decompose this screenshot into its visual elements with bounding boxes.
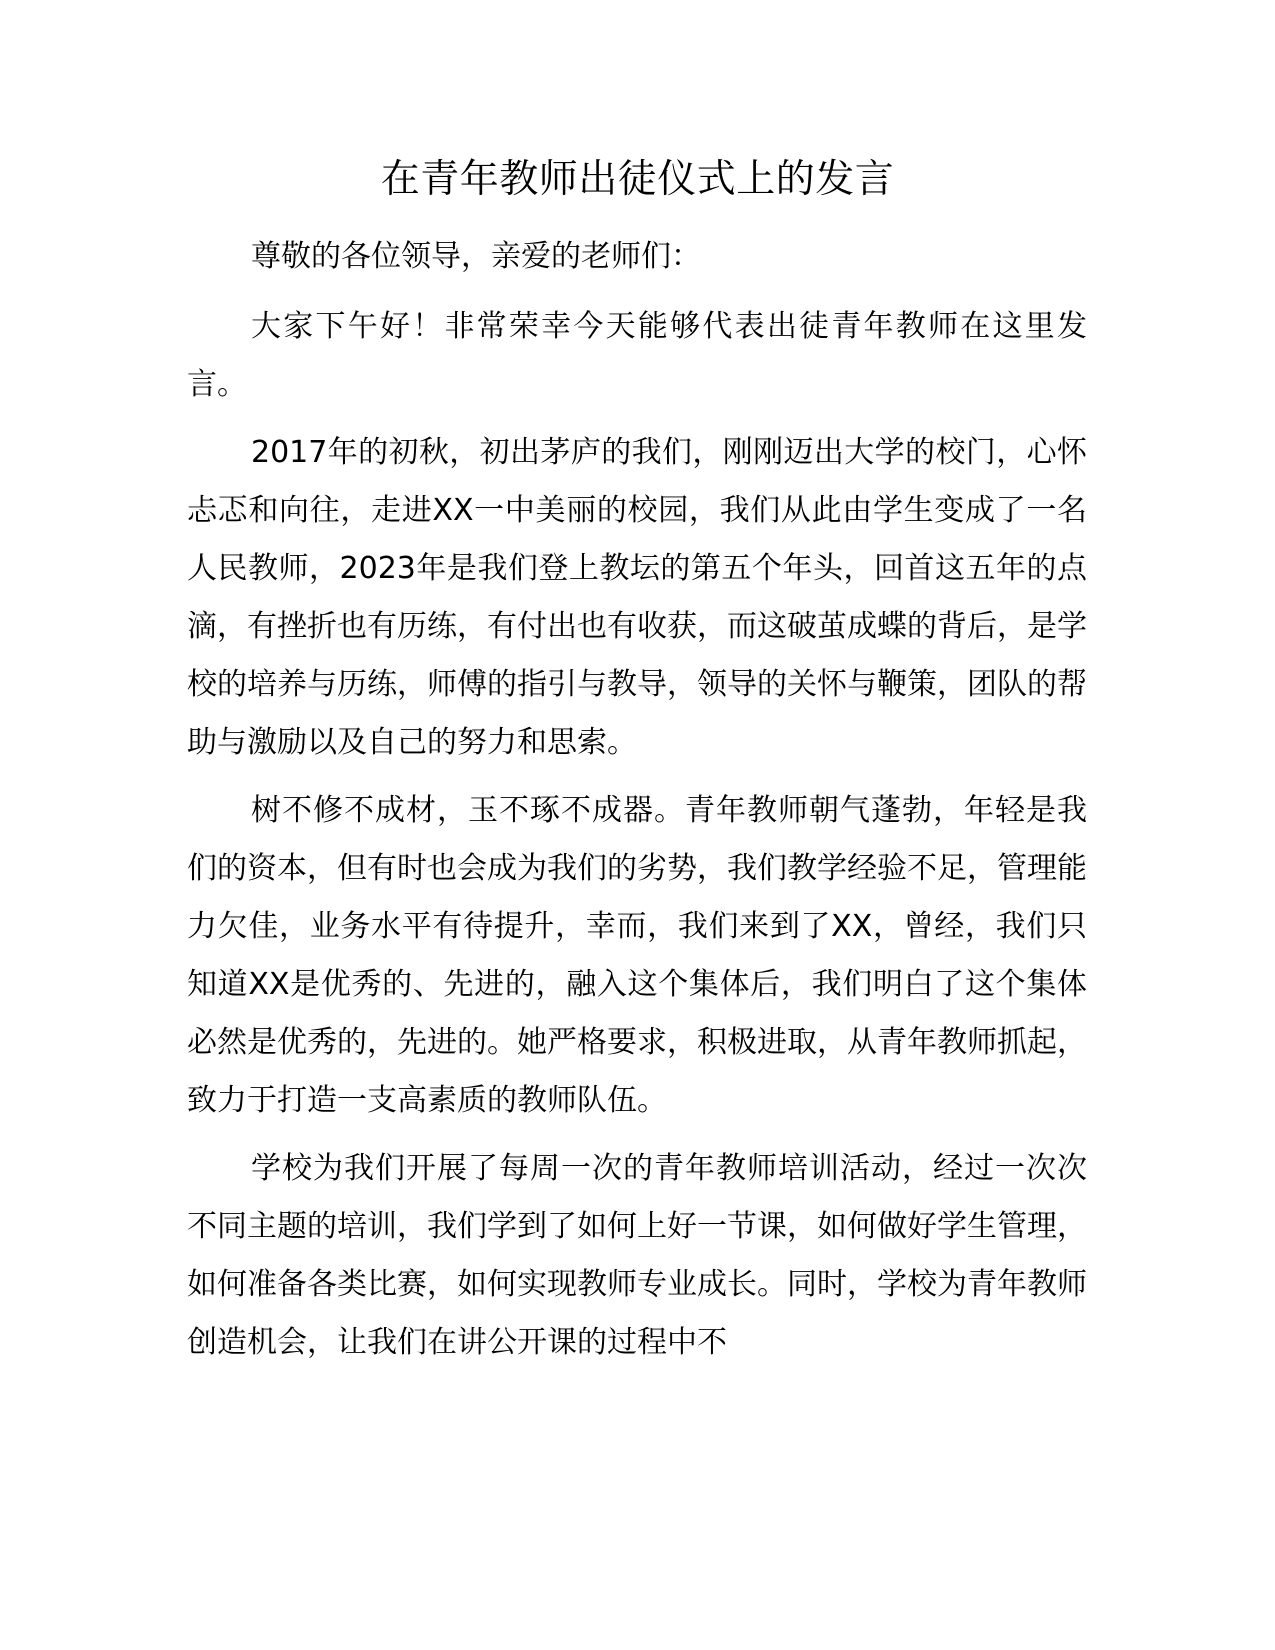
training-paragraph: 学校为我们开展了每周一次的青年教师培训活动，经过一次次不同主题的培训，我们学到了如何上好一节课，如何做好学生管理，如何准备各类比赛，如何实现教师专业成长。同时，学校为青年教师创造机会，让我们在讲公开课的过程中不	[187, 1151, 1087, 1360]
document-body	[187, 228, 1087, 1382]
greeting-paragraph: 尊敬的各位领导，亲爱的老师们：	[251, 239, 701, 274]
document-title: 在青年教师出徒仪式上的发言	[380, 157, 895, 202]
background-paragraph: 2017年的初秋，初出茅庐的我们，刚刚迈出大学的校门，心怀忐忑和向往，走进XX一中美丽的校园，我们从此由学生变成了一名人民教师，2023年是我们登上教坛的第五个年头，回首这五年的点滴，有挫折也有历练，有付出也有收获，而这破茧成蝶的背后，是学校的培养与历练，师傅的指引与教导，领导的关怀与鞭策，团队的帮助与激励以及自己的努力和思索。	[187, 435, 1087, 760]
reflection-paragraph: 树不修不成材，玉不琢不成器。青年教师朝气蓬勃，年轻是我们的资本，但有时也会成为我们的劣势，我们教学经验不足，管理能力欠佳，业务水平有待提升，幸而，我们来到了XX，曾经，我们只知道XX是优秀的、先进的，融入这个集体后，我们明白了这个集体必然是优秀的，先进的。她严格要求，积极进取，从青年教师抓起，致力于打造一支高素质的教师队伍。	[187, 793, 1087, 1118]
opening-paragraph: 大家下午好！非常荣幸今天能够代表出徒青年教师在这里发言。	[187, 309, 1087, 402]
